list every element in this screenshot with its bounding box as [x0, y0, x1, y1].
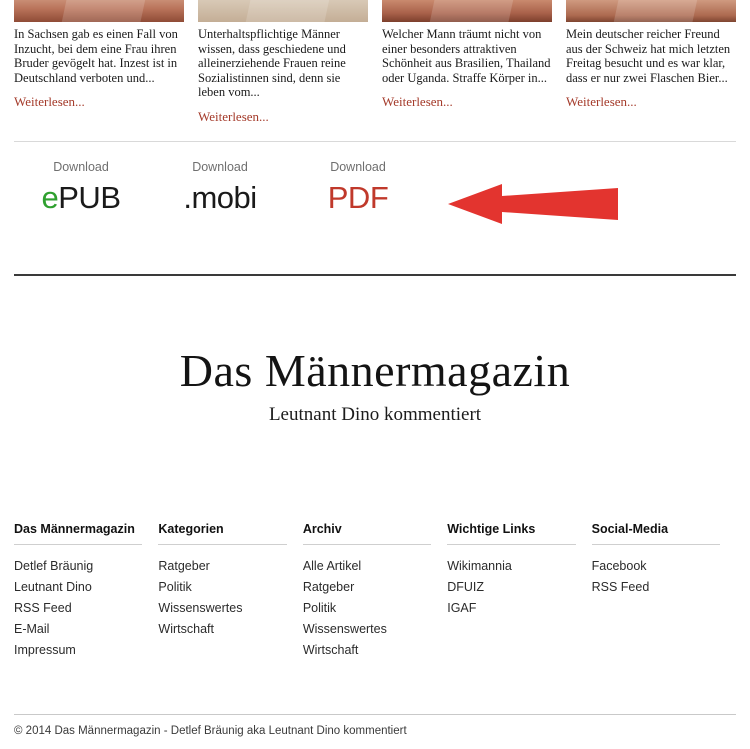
annotation-arrow-icon: [440, 182, 620, 226]
article-teaser[interactable]: [382, 0, 552, 125]
download-epub-button[interactable]: [27, 160, 135, 216]
footer-link-list: [303, 557, 447, 659]
footer-column-social-media: [592, 522, 736, 662]
download-label: Download: [192, 159, 248, 174]
footer-column-heading: Archiv: [303, 522, 431, 545]
footer-link[interactable]: Politik: [158, 579, 192, 594]
footer-link[interactable]: Wissenswertes: [302, 621, 387, 636]
read-more-link[interactable]: Weiterlesen...: [198, 108, 269, 124]
footer-link[interactable]: Ratgeber: [302, 579, 355, 594]
footer-link[interactable]: DFUIZ: [447, 579, 485, 594]
article-thumbnail-image[interactable]: [382, 0, 552, 22]
read-more-link[interactable]: Weiterlesen...: [382, 94, 453, 110]
article-thumbnail-image[interactable]: [566, 0, 736, 22]
footer-link[interactable]: Politik: [302, 600, 337, 615]
footer-link-list: [14, 557, 158, 659]
footer-column-magazine: [14, 522, 158, 662]
read-more-link[interactable]: Weiterlesen...: [14, 94, 85, 110]
footer-link[interactable]: Alle Artikel: [302, 558, 362, 573]
article-thumbnail-image[interactable]: [198, 0, 368, 22]
footer-column-heading: Wichtige Links: [447, 522, 575, 545]
footer-link[interactable]: Leutnant Dino: [14, 579, 92, 594]
footer-link-list: [592, 557, 736, 596]
site-title: Das Männermagazin: [179, 344, 571, 396]
footer-link[interactable]: E-Mail: [14, 621, 50, 636]
footer-link[interactable]: Ratgeber: [158, 558, 210, 573]
article-thumbnail-image[interactable]: [14, 0, 184, 22]
divider-above-downloads: [14, 141, 736, 142]
site-subtitle: Leutnant Dino kommentiert: [268, 403, 482, 425]
download-label: Download: [330, 159, 386, 174]
footer-link[interactable]: RSS Feed: [591, 579, 650, 594]
epub-accent-letter: e: [41, 179, 59, 215]
article-teaser[interactable]: [198, 0, 368, 125]
article-teaser[interactable]: [566, 0, 736, 125]
footer-link[interactable]: Wikimannia: [447, 558, 512, 573]
divider-above-masthead: [14, 274, 736, 276]
masthead: [0, 344, 750, 426]
article-teaser[interactable]: [14, 0, 184, 125]
footer-link-list: [447, 557, 591, 617]
copyright-text: © 2014 Das Männermagazin - Detlef Bräunig aka Leutnant Dino kommentiert: [14, 725, 407, 737]
pdf-format-label: PDF: [327, 179, 389, 215]
footer-link-list: [158, 557, 302, 638]
footer-bottom-bar: [0, 714, 750, 749]
download-mobi-button[interactable]: [165, 160, 275, 216]
mobi-format-label: .mobi: [183, 179, 257, 215]
download-label: Download: [53, 159, 109, 174]
download-section: [0, 160, 750, 252]
epub-format-label: [27, 180, 135, 216]
download-pdf-button[interactable]: [303, 160, 413, 216]
footer-columns: [0, 522, 750, 662]
read-more-link[interactable]: Weiterlesen...: [566, 94, 637, 110]
footer-column-heading: Kategorien: [158, 522, 286, 545]
footer-link[interactable]: Wirtschaft: [158, 621, 214, 636]
article-teaser-row: [0, 0, 750, 125]
footer-column-heading: Social-Media: [592, 522, 720, 545]
footer-link[interactable]: Impressum: [14, 642, 76, 657]
footer-link[interactable]: Wirtschaft: [302, 642, 359, 657]
footer-link[interactable]: Detlef Bräunig: [14, 558, 94, 573]
footer-column-heading: Das Männermagazin: [14, 522, 142, 545]
article-teaser-text: Mein deutscher reicher Freund aus der Schweiz hat mich letzten Freitag besucht und es war klar, dass er nur zwei Flaschen Bier...: [566, 27, 731, 85]
article-teaser-text: Unterhaltspflichtige Männer wissen, dass geschiedene und alleinerziehende Frauen reine Sozialistinnen sind, denn sie leben vom...: [198, 27, 346, 100]
footer-column-kategorien: [158, 522, 302, 662]
footer-link[interactable]: RSS Feed: [14, 600, 72, 615]
article-teaser-text: In Sachsen gab es einen Fall von Inzucht, bei dem eine Frau ihren Bruder gevögelt hat. Inzest ist in Deutschland verboten und...: [14, 27, 178, 85]
footer-link[interactable]: IGAF: [447, 600, 477, 615]
footer-column-wichtige-links: [447, 522, 591, 662]
footer-link[interactable]: Wissenswertes: [158, 600, 243, 615]
epub-rest-letters: PUB: [58, 179, 121, 215]
article-teaser-text: Welcher Mann träumt nicht von einer besonders attraktiven Schönheit aus Brasilien, Thailand oder Uganda. Straffe Körper in...: [382, 27, 551, 85]
footer-link[interactable]: Facebook: [591, 558, 647, 573]
footer-column-archiv: [303, 522, 447, 662]
